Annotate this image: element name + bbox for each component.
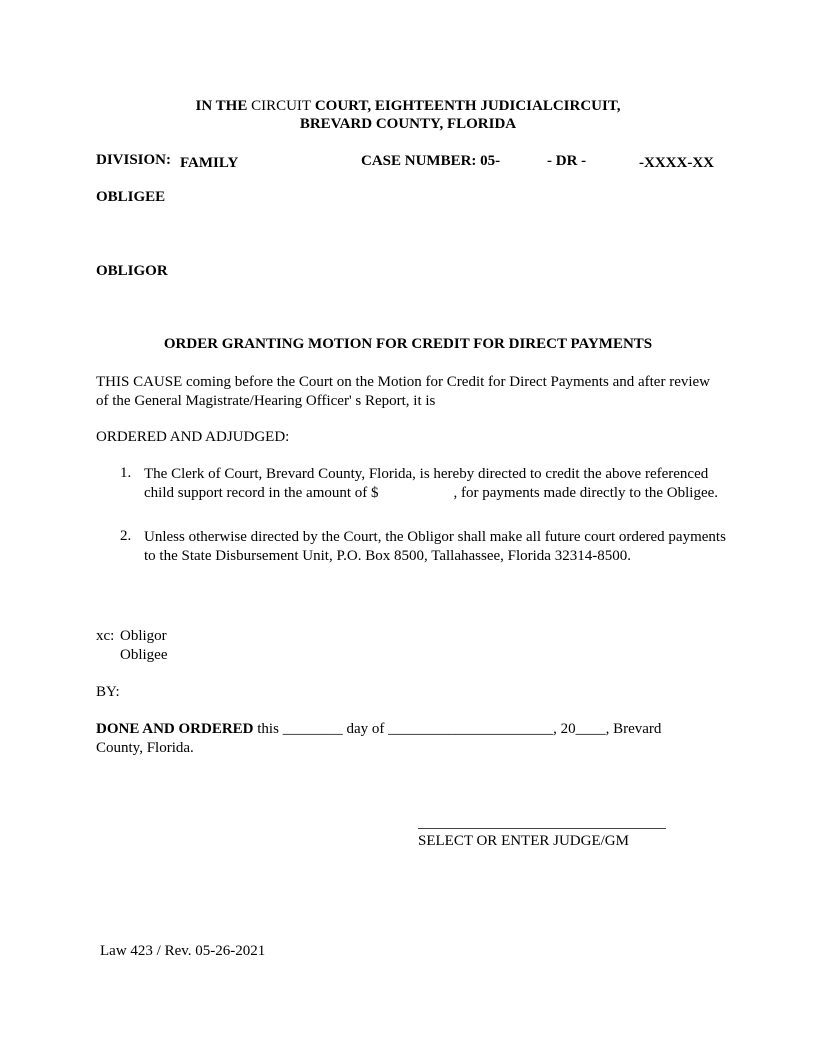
division-value[interactable]: FAMILY [180, 155, 239, 171]
obligor-label: OBLIGOR [96, 263, 168, 279]
judge-signature-label[interactable]: SELECT OR ENTER JUDGE/GM [418, 833, 629, 849]
case-number-dr[interactable]: - DR - [547, 153, 587, 169]
division-label: DIVISION: [96, 152, 172, 168]
court-header-line1-suffix: COURT, EIGHTEENTH JUDICIALCIRCUIT, [314, 98, 621, 114]
court-header-county: BREVARD COUNTY, FLORIDA [299, 116, 517, 132]
order-title: ORDER GRANTING MOTION FOR CREDIT FOR DIRECT PAYMENTS [163, 336, 653, 352]
intro-paragraph: THIS CAUSE coming before the Court on the Motion for Credit for Direct Payments and after review of the General Magistrate/Hearing Officer' s Report, it is [96, 374, 711, 409]
item-number: 1. [120, 465, 132, 481]
obligee-label: OBLIGEE [96, 189, 166, 205]
case-number-label: CASE NUMBER: 05- [361, 153, 501, 169]
done-and-ordered-bold: DONE AND ORDERED [96, 721, 254, 737]
done-and-ordered-rest: this ________ day of ______________________, 20____, Brevard County, Florida. [96, 721, 662, 756]
done-and-ordered [96, 720, 706, 758]
item-text: Unless otherwise directed by the Court, the Obligor shall make all future court ordered payments to the State Disbursement Unit, P.O. Box 8500, Tallahassee, Florida 32314-8500. [144, 529, 726, 564]
copies-obligee: Obligee [120, 647, 168, 663]
copies-label: xc: [96, 628, 115, 644]
item-number: 2. [120, 528, 132, 544]
copies-obligor: Obligor [120, 628, 167, 644]
ordered-label: ORDERED AND ADJUDGED: [96, 429, 290, 445]
item-text: The Clerk of Court, Brevard County, Florida, is hereby directed to credit the above referenced child support record in the amount of $ , for payments made directly to the Obligee. [144, 466, 719, 501]
signature-line [418, 828, 666, 829]
form-footer: Law 423 / Rev. 05-26-2021 [100, 943, 266, 959]
court-header [0, 97, 816, 116]
case-number-suffix[interactable]: -XXXX-XX [639, 155, 714, 171]
by-label: BY: [96, 684, 120, 700]
court-header-court-type: CIRCUIT [251, 98, 312, 114]
court-header-line1-prefix: IN THE [195, 98, 248, 114]
